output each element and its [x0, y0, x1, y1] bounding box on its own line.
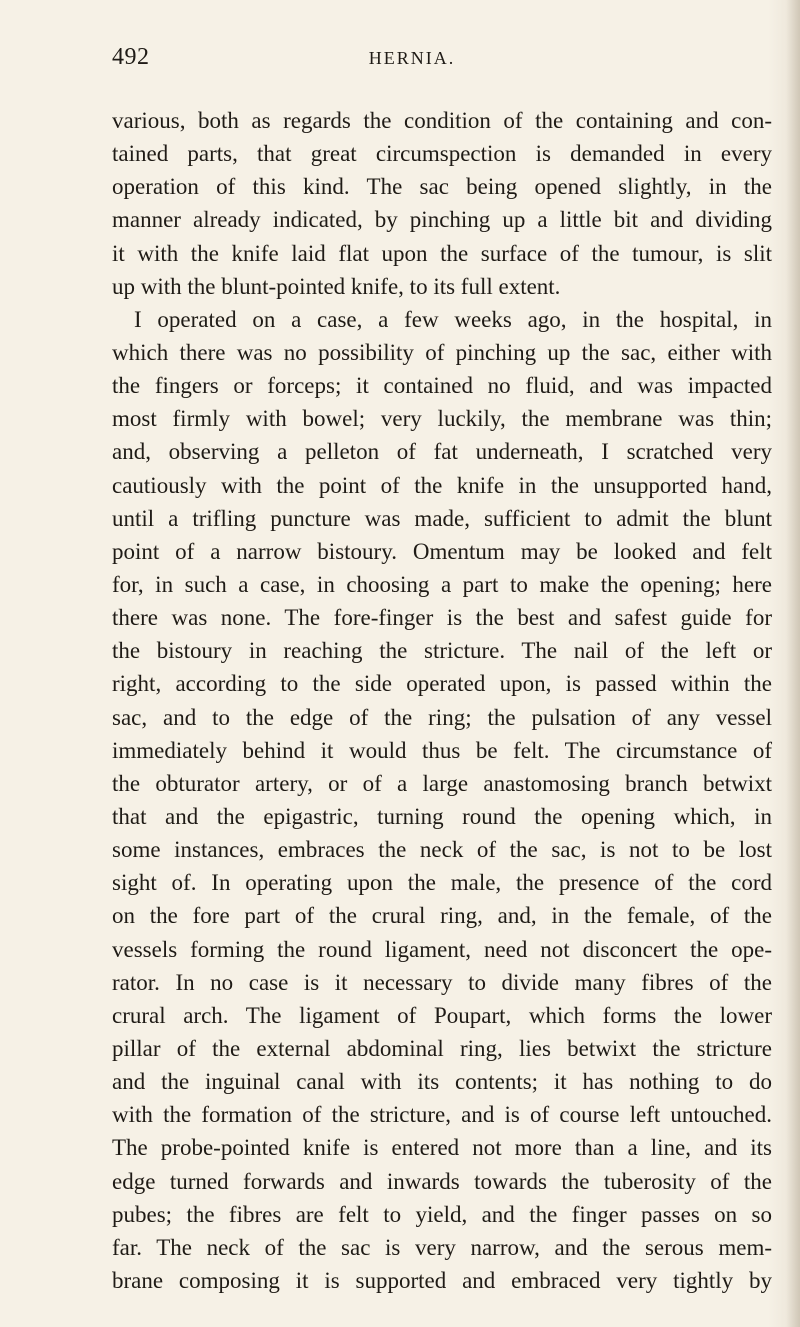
text-line: right, according to the side operated upon, is passed within the	[112, 671, 772, 697]
text-line: on the fore part of the crural ring, and, in the female, of the	[112, 903, 772, 929]
text-line: tained parts, that great circumspection is demanded in every	[112, 141, 772, 167]
text-line: edge turned forwards and inwards towards the tuberosity of the	[112, 1168, 772, 1194]
text-line: brane composing it is supported and embraced very tightly by	[112, 1267, 772, 1293]
text-line: it with the knife laid flat upon the surface of the tumour, is slit	[112, 240, 772, 266]
text-line: manner already indicated, by pinching up a little bit and dividing	[112, 207, 772, 233]
text-line: point of a narrow bistoury. Omentum may be looked and felt	[112, 538, 772, 564]
text-line: pubes; the fibres are felt to yield, and the finger passes on so	[112, 1201, 772, 1227]
text-line: crural arch. The ligament of Poupart, which forms the lower	[112, 1002, 772, 1028]
text-line: for, in such a case, in choosing a part to make the opening; here	[112, 571, 772, 597]
text-line: there was none. The fore-finger is the best and safest guide for	[112, 605, 772, 631]
text-line: and, observing a pelleton of fat underneath, I scratched very	[112, 439, 772, 465]
text-line: far. The neck of the sac is very narrow, and the serous mem-	[112, 1234, 772, 1260]
text-line: operation of this kind. The sac being opened slightly, in the	[112, 174, 772, 200]
text-line: which there was no possibility of pinching up the sac, either with	[112, 339, 772, 365]
text-line: up with the blunt-pointed knife, to its full extent.	[112, 273, 561, 299]
text-line: and the inguinal canal with its contents; it has nothing to do	[112, 1069, 772, 1095]
running-title: HERNIA.	[368, 48, 456, 68]
text-line: pillar of the external abdominal ring, lies betwixt the stricture	[112, 1035, 772, 1061]
text-line: vessels forming the round ligament, need not disconcert the ope-	[112, 936, 772, 962]
page-number: 492	[112, 44, 150, 70]
text-line: various, both as regards the condition of the containing and con-	[112, 108, 772, 133]
text-line: The probe-pointed knife is entered not more than a line, and its	[112, 1135, 772, 1161]
text-line: that and the epigastric, turning round the opening which, in	[112, 803, 772, 829]
text-line: rator. In no case is it necessary to divide many fibres of the	[112, 969, 772, 995]
text-line: sight of. In operating upon the male, the presence of the cord	[112, 870, 772, 896]
page-edge-shadow	[786, 0, 800, 1327]
text-line: sac, and to the edge of the ring; the pulsation of any vessel	[112, 704, 772, 730]
running-head	[112, 44, 712, 78]
text-line: immediately behind it would thus be felt. The circumstance of	[112, 737, 772, 763]
text-line: some instances, embraces the neck of the sac, is not to be lost	[112, 837, 772, 863]
body-text	[112, 104, 772, 1297]
text-line: the bistoury in reaching the stricture. The nail of the left or	[112, 638, 772, 664]
text-line: with the formation of the stricture, and is of course left untouched.	[112, 1102, 772, 1128]
text-line: the fingers or forceps; it contained no fluid, and was impacted	[112, 373, 772, 399]
text-line: I operated on a case, a few weeks ago, in the hospital, in	[134, 306, 772, 332]
text-line: cautiously with the point of the knife in the unsupported hand,	[112, 472, 772, 498]
text-line: the obturator artery, or of a large anastomosing branch betwixt	[112, 770, 772, 796]
text-line: most firmly with bowel; very luckily, the membrane was thin;	[112, 406, 772, 432]
text-line: until a trifling puncture was made, sufficient to admit the blunt	[112, 505, 772, 531]
